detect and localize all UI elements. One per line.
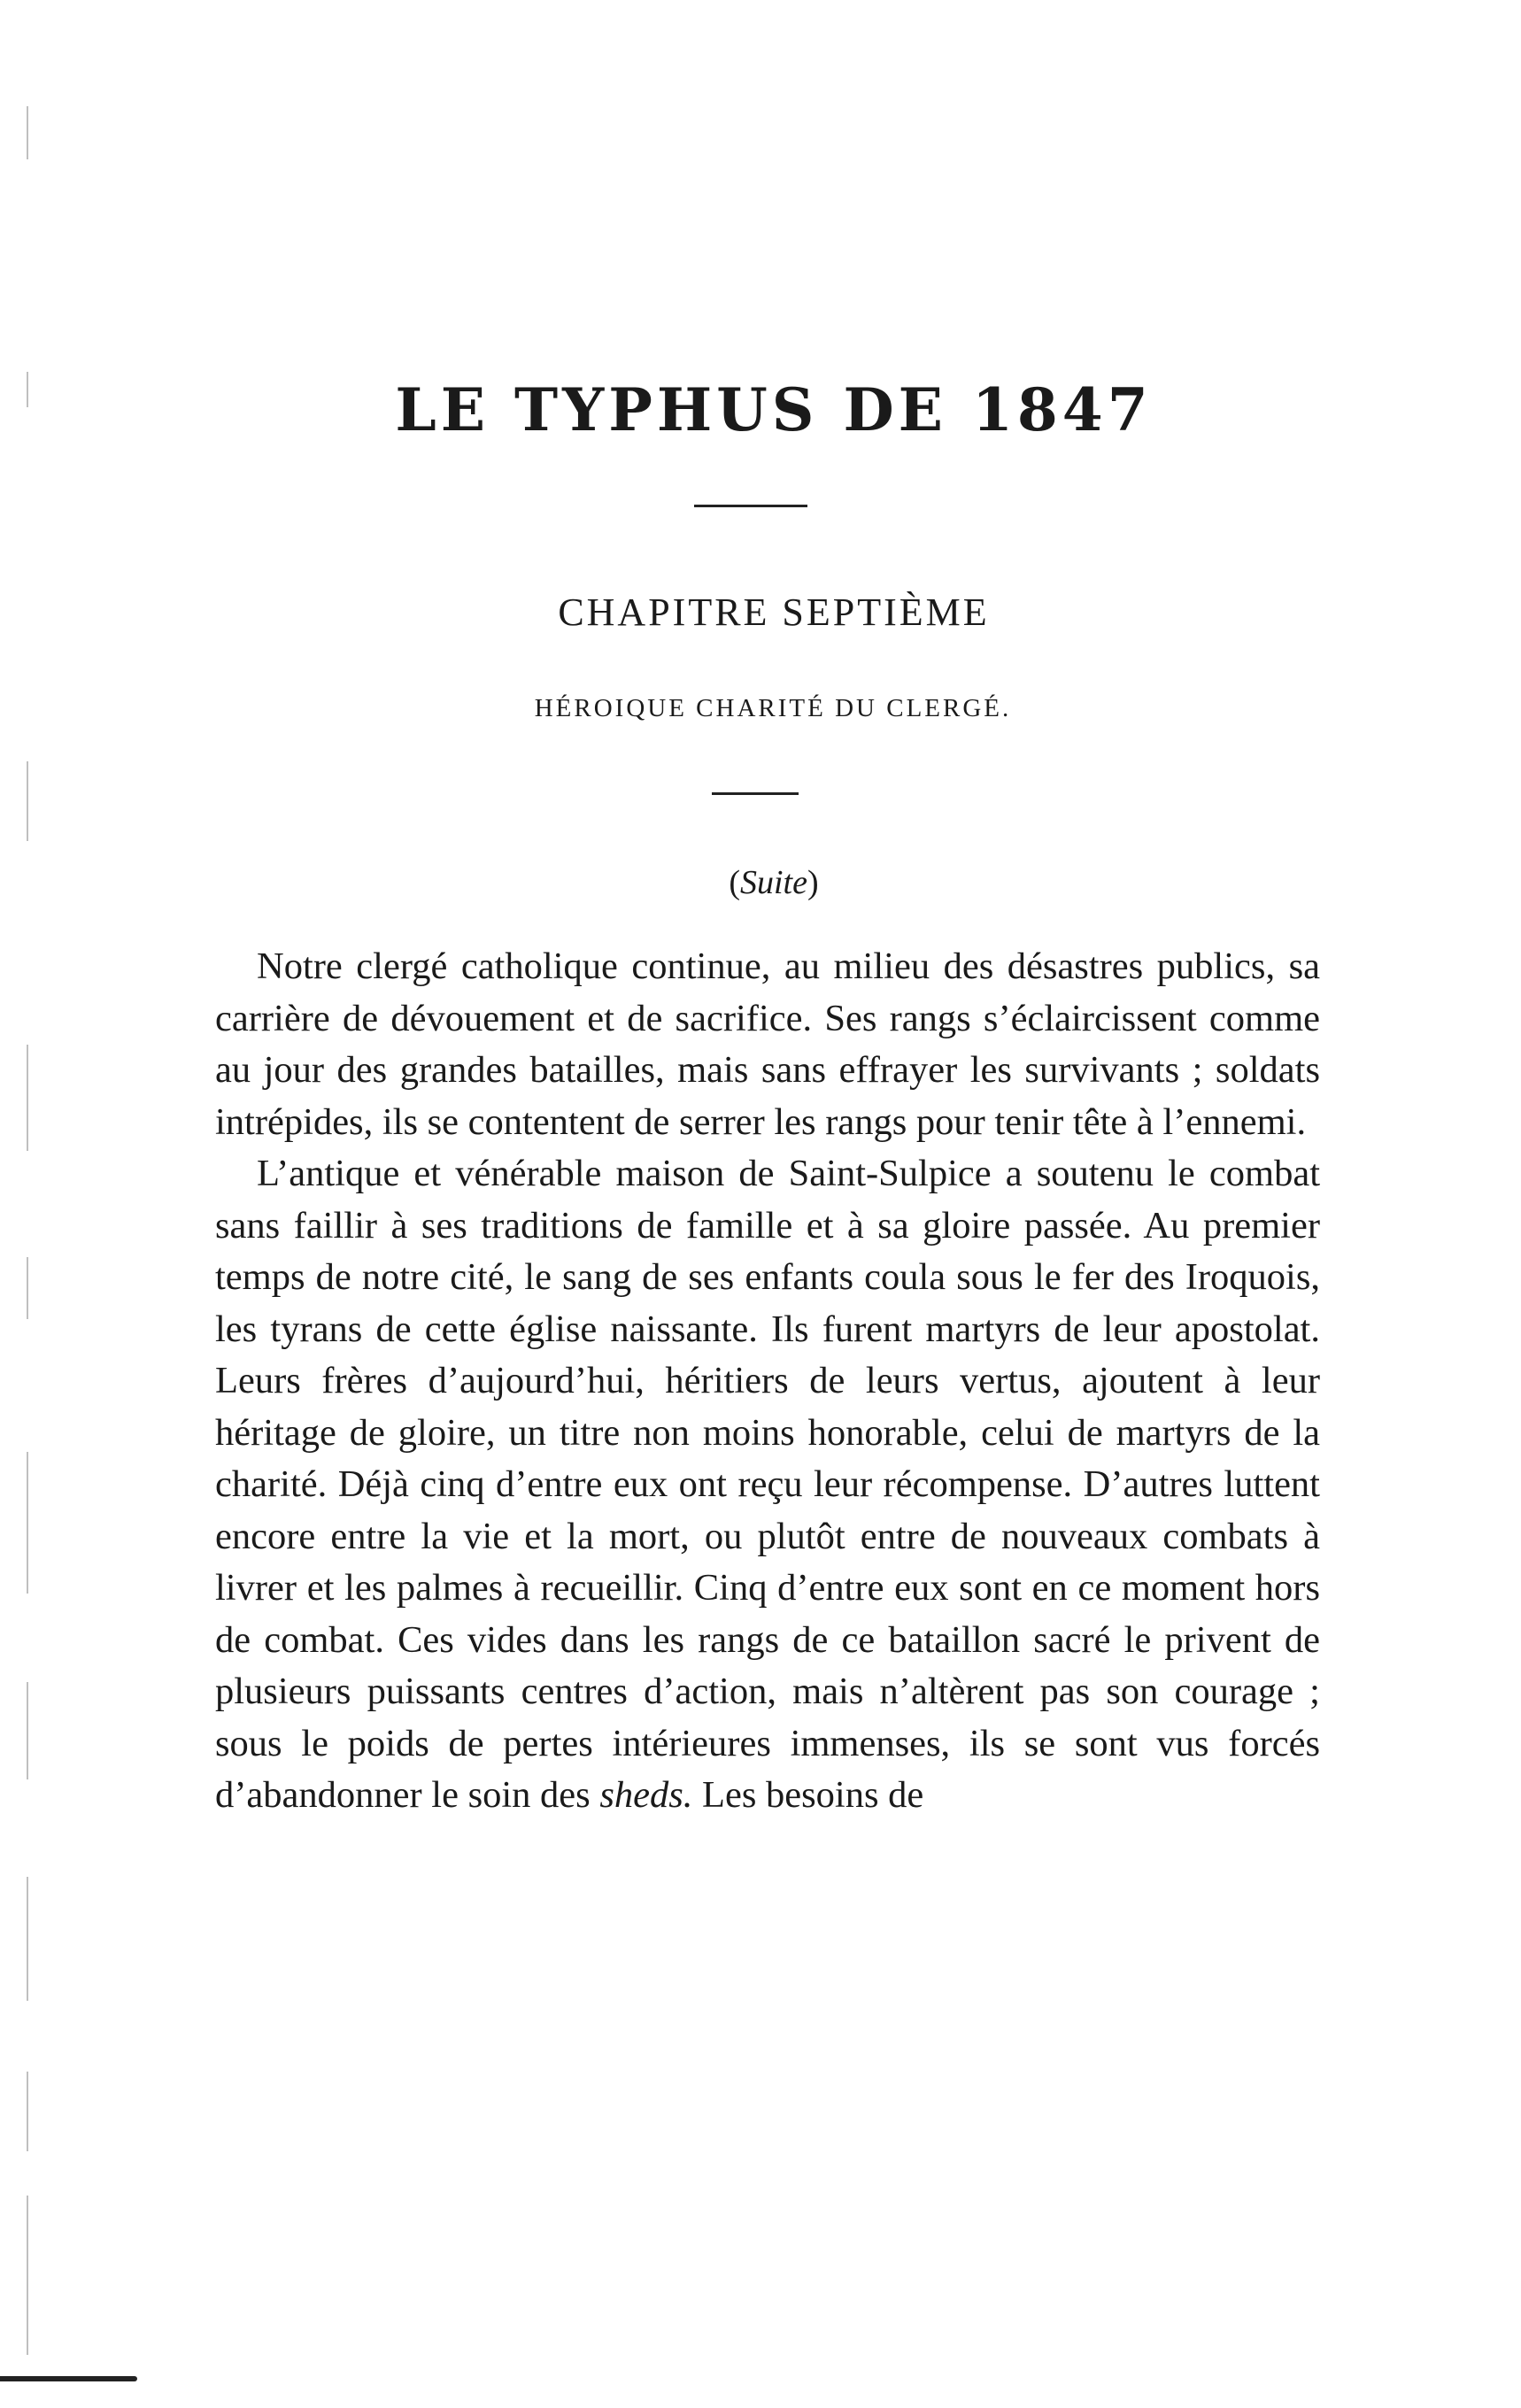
chapter-heading: CHAPITRE SEPTIÈME (558, 590, 990, 634)
paragraph: Notre clergé catholique continue, au milieu des désastres publics, sa carrière de dévouement et de sacrifice. Ses rangs s’éclaircissent comme au jour des grandes batailles, mais sans effrayer les survivants ; soldats intrépides, ils se contentent de serrer les rangs pour tenir tête à l’ennemi. (215, 945, 1320, 1143)
subtitle-divider (712, 792, 799, 795)
title-divider (694, 505, 807, 507)
page-title: LE TYPHUS DE 1847 (395, 375, 1153, 444)
binding-edge (0, 0, 35, 2408)
paragraph-tail: Les besoins de (692, 1774, 924, 1816)
continuation-word: Suite (740, 864, 807, 901)
continuation-note: (Suite) (729, 864, 819, 901)
italic-term: sheds. (599, 1774, 693, 1816)
chapter-subtitle: HÉROIQUE CHARITÉ DU CLERGÉ. (534, 694, 1012, 722)
paragraph (215, 1148, 1320, 1822)
paragraph-text: L’antique et vénérable maison de Saint-Sulpice a soutenu le combat sans faillir à ses traditions de famille et à sa gloire passée. Au premier temps de notre cité, le sang de ses enfants coula sous le fer des Iroquois, les tyrans de cette église naissante. Ils furent martyrs de leur apostolat. Leurs frères d’aujourd’hui, héritiers de leurs vertus, ajoutent à leur héritage de gloire, un titre non moins honorable, celui de martyrs de la charité. Déjà cinq d’entre eux ont reçu leur récompense. D’autres luttent encore entre la vie et la mort, ou plutôt entre de nouveaux combats à livrer et les palmes à recueillir. Cinq d’entre eux sont en ce moment hors de combat. Ces vides dans les rangs de ce bataillon sacré le privent de plusieurs puissants centres d’action, mais n’altèrent pas son courage ; sous le poids de pertes intérieures immenses, ils se sont vus forcés d’abandonner le soin des (215, 1153, 1320, 1816)
body-text (215, 941, 1320, 1822)
bottom-edge-mark (0, 2376, 137, 2381)
